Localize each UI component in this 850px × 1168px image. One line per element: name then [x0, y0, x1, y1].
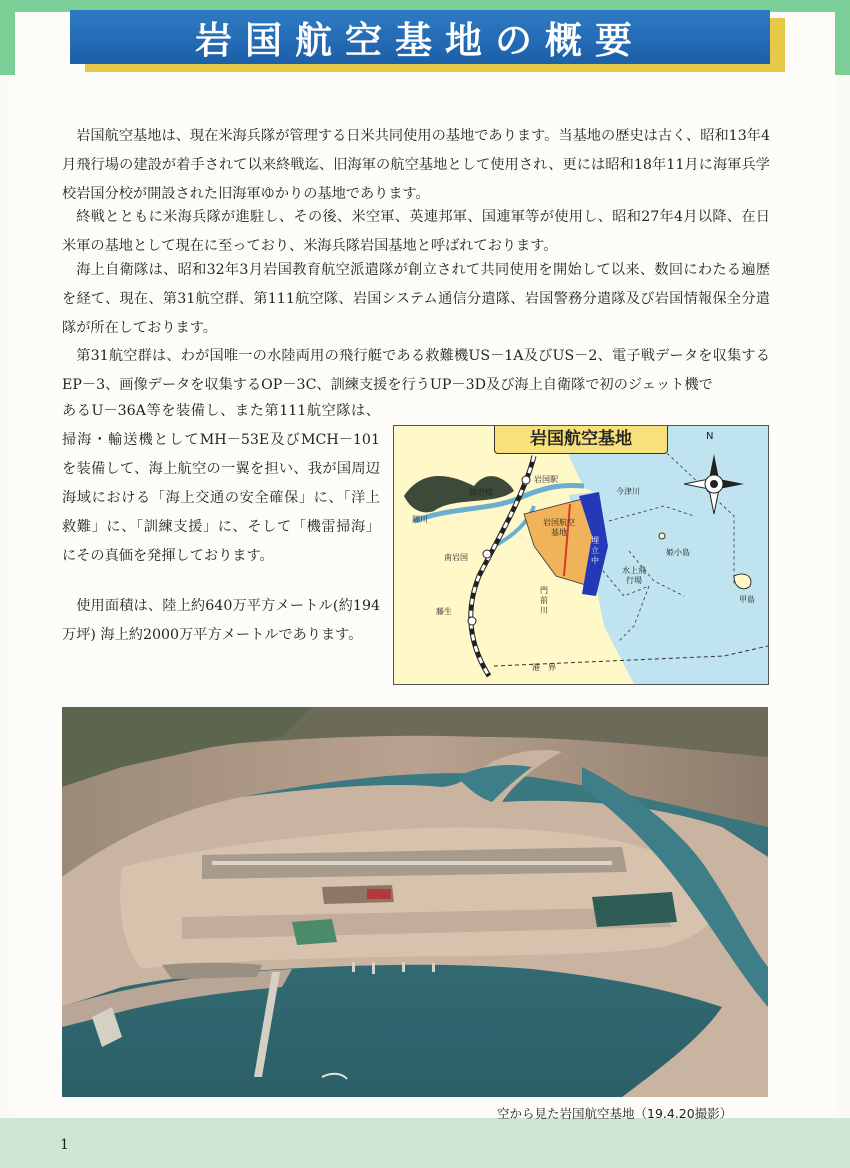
title-banner — [70, 10, 770, 64]
map-label-water-runway: 水上飛行場 — [622, 566, 646, 585]
dotted-route-3 — [654, 441, 734, 586]
map-label-himekojima: 姫小島 — [666, 548, 690, 557]
map-title: 岩国航空基地 — [494, 425, 668, 454]
paragraph-equipment: あるU－36A等を装備し、また第111航空隊は、掃海・輸送機としてMH－53E及びMCH－101を装備して、海上航空の一翼を担い、我が国周辺海域における「海上交通の安全確保」に、「洋上救難」に、「訓練支援」に、そして「機雷掃海」にその真価を発揮しております。 — [62, 403, 380, 564]
map-label-fujiu: 藤生 — [436, 607, 452, 616]
map-label-monzengawa: 門前川 — [540, 586, 548, 615]
photo-caption: 空から見た岩国航空基地（19.4.20撮影） — [497, 1106, 733, 1121]
dotted-route-2 — [609, 506, 694, 521]
map-label-port-border: 港 界 — [532, 663, 556, 672]
map-label-reclaim: 埋立中 — [591, 536, 599, 565]
paragraph-postwar: 終戦とともに米海兵隊が進駐し、その後、米空軍、英連邦軍、国連軍等が使用し、昭和27年4月以降、在日米軍の基地として現在に至っており、米海兵隊岩国基地と呼ばれております。 — [62, 209, 770, 254]
map-label-kabutojima: 甲島 — [739, 595, 755, 604]
map-label-north: N — [706, 431, 714, 442]
paragraph-jmsdf: 海上自衛隊は、昭和32年3月岩国教育航空派遣隊が創立されて共同使用を開始して以来、数回にわたる遍歴を経て、現在、第31航空群、第111航空隊、岩国システム通信分遣隊、岩国警務分遣隊及び岩国情報保全分遣隊が所在しております。 — [62, 262, 770, 336]
aerial-photo — [62, 707, 768, 1097]
page-title: 岩国航空基地の概要 — [195, 19, 645, 62]
map-label-kintaikyo: 錦帯橋 — [469, 488, 493, 497]
himekojima-island — [659, 533, 665, 539]
map-label-iwakuni-station: 岩国駅 — [534, 475, 558, 484]
station-minami-iwakuni — [483, 550, 491, 558]
map-label-imazugawa: 今津川 — [616, 487, 640, 496]
compass-rose — [684, 454, 744, 514]
bottom-green-band — [0, 1118, 850, 1168]
paragraph-fleet-air-wing: 第31航空群は、わが国唯一の水陸両用の飛行艇である救難機US－1A及びUS－2、電子戦データを収集するEP－3、画像データを収集するOP－3C、訓練支援を行うUP－3D及び海上自衛隊で初のジェット機で — [62, 348, 770, 393]
map-label-air-base: 岩国航空基地 — [543, 518, 575, 537]
station-iwakuni — [522, 476, 530, 484]
base-map — [393, 425, 769, 685]
kabuto-island — [734, 574, 751, 589]
map-label-nishikigawa: 錦川 — [412, 515, 428, 524]
station-fujiu — [468, 617, 476, 625]
map-label-minami-iwakuni: 南岩国 — [444, 553, 468, 562]
paragraph-area: 使用面積は、陸上約640万平方メートル(約194万坪) 海上約2000万平方メートルであります。 — [62, 598, 380, 643]
page-number: 1 — [60, 1137, 69, 1153]
paragraph-history: 岩国航空基地は、現在米海兵隊が管理する日米共同使用の基地であります。当基地の歴史は古く、昭和13年4月飛行場の建設が着手されて以来終戦迄、旧海軍の航空基地として使用され、更には昭和18年11月に海軍兵学校岩国分校が開設された旧海軍ゆかりの基地であります。 — [62, 128, 770, 202]
